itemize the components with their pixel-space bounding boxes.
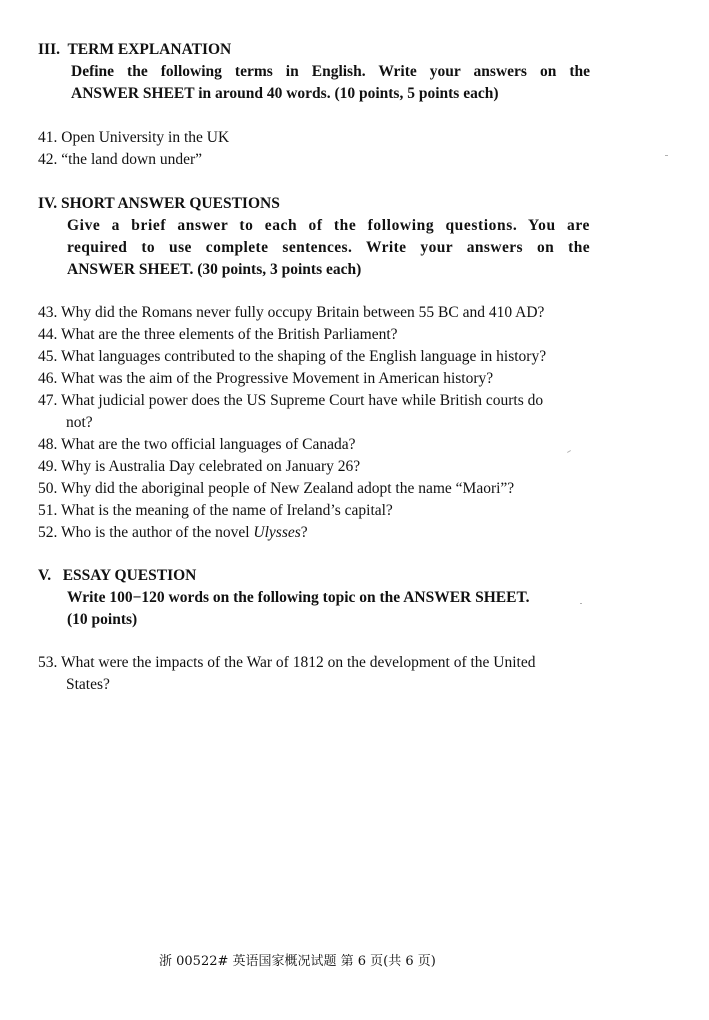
question-text: What were the impacts of the War of 1812 on the development of the United bbox=[60, 654, 536, 671]
section-3-title: TERM EXPLANATION bbox=[67, 41, 232, 58]
page-footer: 浙 00522# 英语国家概况试题 第 6 页(共 6 页) bbox=[159, 954, 436, 969]
question-text: What languages contributed to the shaping of the English language in history? bbox=[60, 348, 547, 365]
section-3-heading bbox=[38, 39, 231, 61]
question-text: What are the three elements of the British Parliament? bbox=[60, 326, 398, 343]
question-mark: ? bbox=[300, 524, 308, 541]
question-number: 45. bbox=[38, 348, 58, 365]
section-5-title: ESSAY QUESTION bbox=[62, 567, 197, 584]
question-number: 42. bbox=[38, 151, 58, 168]
question-51 bbox=[38, 500, 393, 522]
question-number: 47. bbox=[38, 392, 58, 409]
section-5-number: V. bbox=[38, 567, 52, 584]
section-4-instruction-line-2: required to use complete sentences. Write your answers on the bbox=[67, 239, 590, 256]
question-text: What are the two official languages of Canada? bbox=[60, 436, 356, 453]
scan-speck bbox=[580, 603, 582, 604]
question-46 bbox=[38, 368, 493, 390]
question-number: 52. bbox=[38, 524, 58, 541]
section-5-instruction-line-1: Write 100−120 words on the following topic on the ANSWER SHEET. bbox=[67, 589, 530, 606]
section-4-number: IV. bbox=[38, 195, 58, 212]
question-48 bbox=[38, 434, 356, 456]
section-3-number: III. bbox=[38, 41, 60, 58]
question-44 bbox=[38, 324, 398, 346]
scan-speck bbox=[665, 155, 668, 156]
scan-speck bbox=[567, 450, 571, 453]
question-text: Open University in the UK bbox=[61, 129, 230, 146]
question-text: What is the meaning of the name of Ireland’s capital? bbox=[60, 502, 393, 519]
section-3-instruction-line-2: ANSWER SHEET in around 40 words. (10 points, 5 points each) bbox=[71, 85, 499, 102]
question-number: 43. bbox=[38, 304, 58, 321]
question-number: 41. bbox=[38, 129, 58, 146]
section-4-instruction-line-1: Give a brief answer to each of the following questions. You are bbox=[67, 217, 590, 234]
question-47 bbox=[38, 390, 543, 412]
question-number: 46. bbox=[38, 370, 58, 387]
question-43 bbox=[38, 302, 544, 324]
question-number: 49. bbox=[38, 458, 58, 475]
question-45 bbox=[38, 346, 546, 368]
question-50 bbox=[38, 478, 514, 500]
question-53 bbox=[38, 652, 536, 674]
question-42 bbox=[38, 149, 202, 171]
question-52 bbox=[38, 522, 308, 544]
question-41 bbox=[38, 127, 229, 149]
question-number: 48. bbox=[38, 436, 58, 453]
question-text: What judicial power does the US Supreme Court have while British courts do bbox=[60, 392, 544, 409]
section-4-title: SHORT ANSWER QUESTIONS bbox=[60, 195, 280, 212]
question-number: 53. bbox=[38, 654, 58, 671]
question-text: Why is Australia Day celebrated on January 26? bbox=[60, 458, 361, 475]
question-number: 44. bbox=[38, 326, 58, 343]
novel-title: Ulysses bbox=[253, 524, 301, 541]
question-number: 51. bbox=[38, 502, 58, 519]
question-number: 50. bbox=[38, 480, 58, 497]
question-text: Why did the Romans never fully occupy Britain between 55 BC and 410 AD? bbox=[60, 304, 545, 321]
question-text: Why did the aboriginal people of New Zealand adopt the name “Maori”? bbox=[60, 480, 515, 497]
question-text: Who is the author of the novel bbox=[60, 524, 254, 541]
section-4-instruction-line-3: ANSWER SHEET. (30 points, 3 points each) bbox=[67, 261, 362, 278]
question-53-continuation: States? bbox=[66, 676, 110, 693]
section-5-instruction-line-2: (10 points) bbox=[67, 611, 138, 628]
section-3-instruction-line-1: Define the following terms in English. Write your answers on the bbox=[71, 63, 590, 80]
section-4-heading bbox=[38, 193, 280, 215]
question-47-continuation: not? bbox=[66, 414, 93, 431]
question-text: What was the aim of the Progressive Movement in American history? bbox=[60, 370, 494, 387]
question-text: “the land down under” bbox=[61, 151, 202, 168]
question-49 bbox=[38, 456, 360, 478]
section-5-heading bbox=[38, 565, 196, 587]
